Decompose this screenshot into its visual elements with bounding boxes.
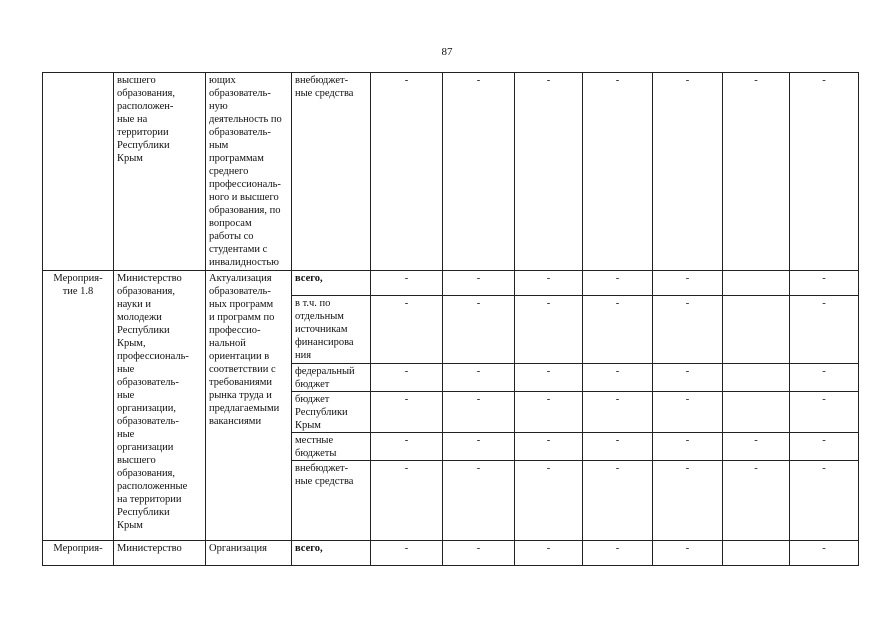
- funding-source-cell: всего,: [292, 541, 371, 566]
- value-cell: -: [371, 541, 443, 566]
- value-cell: -: [371, 392, 443, 433]
- funding-source-cell: в т.ч. по отдельным источникам финансирова ния: [292, 296, 371, 364]
- value-cell: -: [515, 271, 583, 296]
- value-cell: -: [515, 541, 583, 566]
- value-cell: -: [653, 461, 723, 541]
- table-row: [43, 73, 859, 271]
- value-cell: -: [515, 433, 583, 461]
- executor-cell: Министерство образования, науки и молодежи Республики Крым, профессиональ- ные образователь- ные организации, образователь- ные организации высшего образования, расположенные на территории Республики Крым: [114, 271, 206, 541]
- value-cell: -: [583, 541, 653, 566]
- value-cell: -: [443, 461, 515, 541]
- value-cell: -: [443, 296, 515, 364]
- funding-source-cell: бюджет Республики Крым: [292, 392, 371, 433]
- value-cell: [723, 541, 790, 566]
- value-cell: [723, 296, 790, 364]
- value-cell: -: [653, 271, 723, 296]
- value-cell: -: [653, 392, 723, 433]
- value-cell: -: [443, 73, 515, 271]
- value-cell: -: [371, 433, 443, 461]
- funding-source-cell: внебюджет- ные средства: [292, 73, 371, 271]
- value-cell: -: [371, 364, 443, 392]
- value-cell: [723, 392, 790, 433]
- funding-source-cell: всего,: [292, 271, 371, 296]
- value-cell: -: [443, 364, 515, 392]
- measure-description-cell: Организация: [206, 541, 292, 566]
- value-cell: -: [723, 461, 790, 541]
- value-cell: -: [443, 433, 515, 461]
- value-cell: -: [515, 73, 583, 271]
- value-cell: -: [371, 271, 443, 296]
- value-cell: -: [653, 541, 723, 566]
- value-cell: -: [371, 73, 443, 271]
- value-cell: -: [583, 73, 653, 271]
- value-cell: -: [723, 73, 790, 271]
- value-cell: -: [790, 271, 859, 296]
- value-cell: -: [790, 392, 859, 433]
- program-measures-table: [42, 72, 859, 566]
- page-number: 87: [441, 46, 453, 58]
- value-cell: -: [515, 461, 583, 541]
- value-cell: -: [653, 73, 723, 271]
- value-cell: -: [583, 296, 653, 364]
- value-cell: -: [515, 364, 583, 392]
- value-cell: -: [583, 364, 653, 392]
- value-cell: -: [443, 392, 515, 433]
- measure-description-cell: Актуализация образователь- ных программ и программ по профессио- нальной ориентации в соответствии с требованиями рынка труда и предлагаемыми вакансиями: [206, 271, 292, 541]
- value-cell: -: [583, 461, 653, 541]
- measure-number-cell: [43, 73, 114, 271]
- value-cell: -: [653, 364, 723, 392]
- funding-source-cell: внебюджет- ные средства: [292, 461, 371, 541]
- value-cell: -: [653, 296, 723, 364]
- value-cell: -: [790, 433, 859, 461]
- value-cell: -: [790, 541, 859, 566]
- table-row: [43, 271, 859, 296]
- value-cell: -: [583, 392, 653, 433]
- value-cell: [723, 364, 790, 392]
- value-cell: -: [583, 433, 653, 461]
- value-cell: -: [583, 271, 653, 296]
- value-cell: -: [790, 364, 859, 392]
- measure-number-cell: Мероприя- тие 1.8: [43, 271, 114, 541]
- value-cell: -: [371, 296, 443, 364]
- executor-cell: высшего образования, расположен- ные на территории Республики Крым: [114, 73, 206, 271]
- table-row: [43, 541, 859, 566]
- funding-source-cell: местные бюджеты: [292, 433, 371, 461]
- funding-source-cell: федеральный бюджет: [292, 364, 371, 392]
- value-cell: -: [790, 296, 859, 364]
- value-cell: -: [653, 433, 723, 461]
- value-cell: -: [443, 541, 515, 566]
- value-cell: -: [790, 73, 859, 271]
- value-cell: [723, 271, 790, 296]
- measure-description-cell: ющих образователь- ную деятельность по образователь- ным программам среднего профессиональ- ного и высшего образования, по вопросам работы со студентами с инвалидностью: [206, 73, 292, 271]
- value-cell: -: [790, 461, 859, 541]
- value-cell: -: [723, 433, 790, 461]
- value-cell: -: [371, 461, 443, 541]
- value-cell: -: [515, 296, 583, 364]
- value-cell: -: [515, 392, 583, 433]
- executor-cell: Министерство: [114, 541, 206, 566]
- measure-number-cell: Мероприя-: [43, 541, 114, 566]
- value-cell: -: [443, 271, 515, 296]
